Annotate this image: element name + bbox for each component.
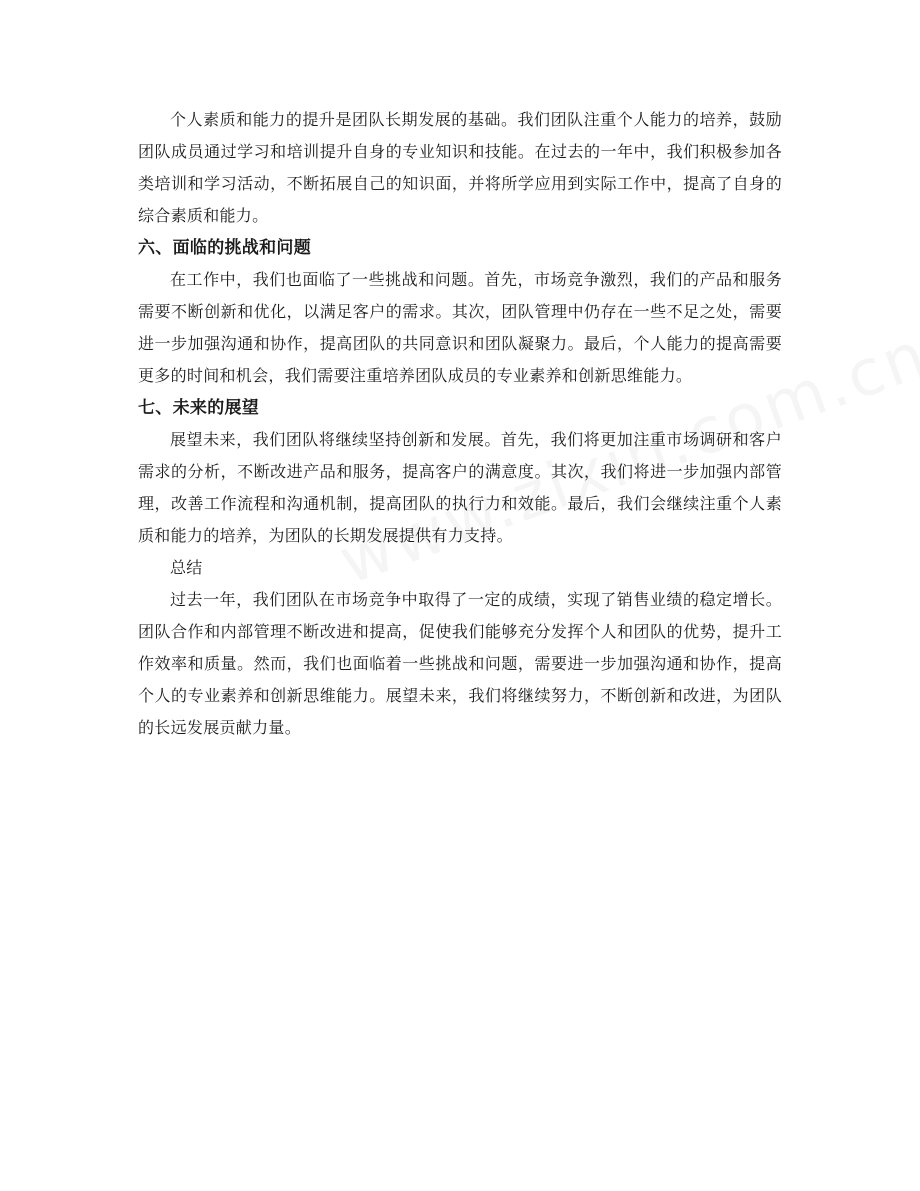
section-7-heading: 七、未来的展望: [138, 398, 260, 418]
section-6-heading: 六、面临的挑战和问题: [138, 238, 311, 258]
summary-label: 总结: [170, 558, 203, 577]
summary-paragraph: 过去一年，我们团队在市场竞争中取得了一定的成绩，实现了销售业绩的稳定增长。团队合作和内部管理不断改进和提高，促使我们能够充分发挥个人和团队的优势，提升工作效率和质量。然而，我们也面临着一些挑战和问题，需要进一步加强沟通和协作，提高个人的专业素养和创新思维能力。展望未来，我们将继续努力，不断创新和改进，为团队的长远发展贡献力量。: [138, 590, 782, 737]
section-6-paragraph: 在工作中，我们也面临了一些挑战和问题。首先，市场竞争激烈，我们的产品和服务需要不断创新和优化，以满足客户的需求。其次，团队管理中仍存在一些不足之处，需要进一步加强沟通和协作，提高团队的共同意识和团队凝聚力。最后，个人能力的提高需要更多的时间和机会，我们需要注重培养团队成员的专业素养和创新思维能力。: [138, 270, 782, 385]
document-body: [138, 104, 782, 744]
section-7-paragraph: 展望未来，我们团队将继续坚持创新和发展。首先，我们将更加注重市场调研和客户需求的分析，不断改进产品和服务，提高客户的满意度。其次，我们将进一步加强内部管理，改善工作流程和沟通机制，提高团队的执行力和效能。最后，我们会继续注重个人素质和能力的培养，为团队的长期发展提供有力支持。: [138, 430, 782, 545]
intro-paragraph: 个人素质和能力的提升是团队长期发展的基础。我们团队注重个人能力的培养，鼓励团队成员通过学习和培训提升自身的专业知识和技能。在过去的一年中，我们积极参加各类培训和学习活动，不断拓展自己的知识面，并将所学应用到实际工作中，提高了自身的综合素质和能力。: [138, 110, 782, 225]
